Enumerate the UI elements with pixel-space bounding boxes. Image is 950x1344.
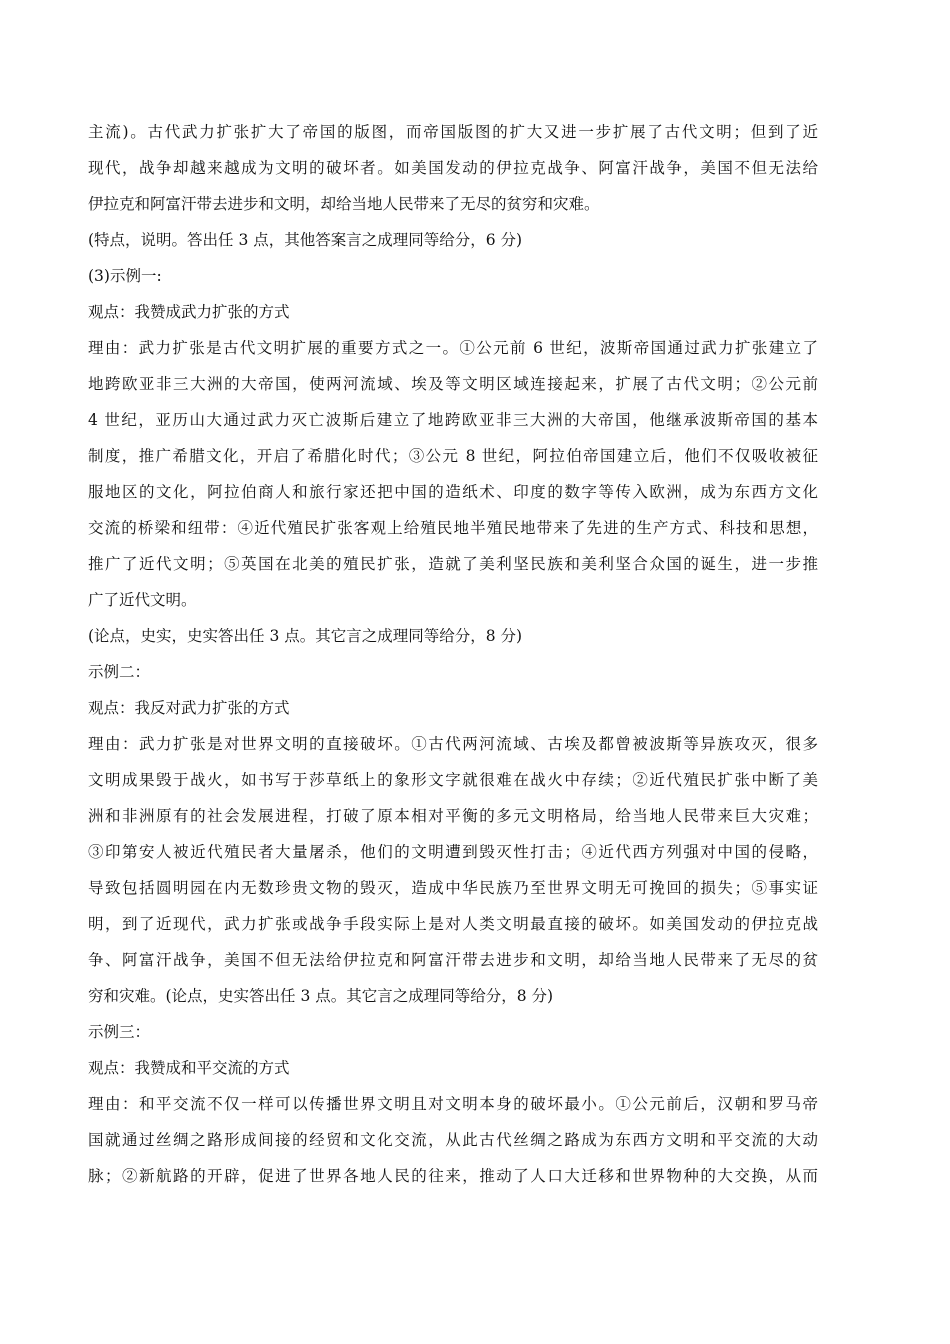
text-line: 文明成果毁于战火，如书写于莎草纸上的象形文字就很难在战火中存续；②近代殖民扩张中断了美	[88, 771, 818, 789]
text-line: 明，到了近现代，武力扩张或战争手段实际上是对人类文明最直接的破坏。如美国发动的伊拉克战	[88, 915, 818, 933]
text-line: 地跨欧亚非三大洲的大帝国，使两河流域、埃及等文明区域连接起来，扩展了古代文明；②公元前	[88, 375, 818, 393]
section-heading: 示例三：	[88, 1023, 151, 1041]
section-heading: 示例二：	[88, 663, 151, 681]
text-line: 交流的桥梁和纽带：④近代殖民扩张客观上给殖民地半殖民地带来了先进的生产方式、科技和思想，	[88, 519, 818, 537]
text-line: 广了近代文明。	[88, 591, 197, 609]
text-line: 争、阿富汗战争，美国不但无法给伊拉克和阿富汗带去进步和文明，却给当地人民带来了无尽的贫	[88, 951, 818, 969]
text-line: ③印第安人被近代殖民者大量屠杀，他们的文明遭到毁灭性打击；④近代西方列强对中国的侵略，	[88, 843, 818, 861]
text-line: 脉；②新航路的开辟，促进了世界各地人民的往来，推动了人口大迁移和世界物种的大交换，从而	[88, 1167, 818, 1185]
viewpoint-line: 观点：我赞成和平交流的方式	[88, 1059, 290, 1077]
section-heading: (3)示例一:	[88, 267, 162, 285]
text-line: 理由：和平交流不仅一样可以传播世界文明且对文明本身的破坏最小。①公元前后，汉朝和罗马帝	[88, 1095, 818, 1113]
text-line: 理由：武力扩张是对世界文明的直接破坏。①古代两河流域、古埃及都曾被波斯等异族攻灭，很多	[88, 735, 818, 753]
text-line: 服地区的文化，阿拉伯商人和旅行家还把中国的造纸术、印度的数字等传入欧洲，成为东西方文化	[88, 483, 818, 501]
text-line: 穷和灾难。(论点，史实答出任 3 点。其它言之成理同等给分，8 分)	[88, 987, 554, 1005]
scoring-note: (论点，史实，史实答出任 3 点。其它言之成理同等给分，8 分)	[88, 627, 523, 645]
text-line: 推广了近代文明；⑤英国在北美的殖民扩张，造就了美利坚民族和美利坚合众国的诞生，进一步推	[88, 555, 818, 573]
text-line: 国就通过丝绸之路形成间接的经贸和文化交流，从此古代丝绸之路成为东西方文明和平交流的大动	[88, 1131, 818, 1149]
text-line: 主流)。古代武力扩张扩大了帝国的版图，而帝国版图的扩大又进一步扩展了古代文明；但到了近	[88, 123, 818, 141]
viewpoint-line: 观点：我反对武力扩张的方式	[88, 699, 290, 717]
text-line: 伊拉克和阿富汗带去进步和文明，却给当地人民带来了无尽的贫穷和灾难。	[88, 195, 600, 213]
text-line: 理由：武力扩张是古代文明扩展的重要方式之一。①公元前 6 世纪，波斯帝国通过武力扩张建立了	[88, 339, 818, 357]
text-line: 4 世纪，亚历山大通过武力灭亡波斯后建立了地跨欧亚非三大洲的大帝国，他继承波斯帝国的基本	[88, 411, 818, 429]
text-line: 导致包括圆明园在内无数珍贵文物的毁灭，造成中华民族乃至世界文明无可挽回的损失；⑤事实证	[88, 879, 818, 897]
answer-text-block	[88, 114, 818, 1194]
scoring-note: (特点，说明。答出任 3 点，其他答案言之成理同等给分，6 分)	[88, 231, 523, 249]
text-line: 制度，推广希腊文化，开启了希腊化时代；③公元 8 世纪，阿拉伯帝国建立后，他们不仅吸收被征	[88, 447, 818, 465]
viewpoint-line: 观点：我赞成武力扩张的方式	[88, 303, 290, 321]
text-line: 现代，战争却越来越成为文明的破坏者。如美国发动的伊拉克战争、阿富汗战争，美国不但无法给	[88, 159, 818, 177]
text-line: 洲和非洲原有的社会发展进程，打破了原本相对平衡的多元文明格局，给当地人民带来巨大灾难；	[88, 807, 818, 825]
